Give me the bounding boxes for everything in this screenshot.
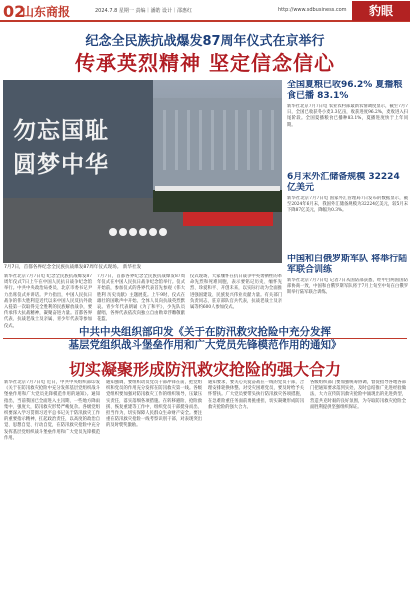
sidebar-item: [287, 254, 408, 334]
masthead: [0, 0, 410, 22]
paper-name: 山东商报: [22, 5, 71, 19]
lead-body-col1: 新华社北京7月7日电 纪念全民族抗战爆发87周年仪式7日上午在中国人民抗日战争纪念馆举行。中共中央政治局委员、北京市委书记尹力出席仪式并讲话。尹力指出，中国人民抗日战争的伟大胜利是近代以来中国人民反抗外敌入侵第一次取得完全胜利的民族解放战争，要传承伟大抗战精神，凝聚奋进力量。首都各界代表、抗战老战士及亲属、青少年代表等参加仪式。: [4, 274, 92, 329]
sidebar-item: [287, 80, 408, 172]
photo-caption: 7月7日，首都各界纪念全民族抗战爆发87周年仪式现场。 新华社发: [4, 265, 142, 270]
page-number: 02: [3, 2, 26, 21]
banner-line-1: 勿忘国耻: [13, 118, 109, 144]
issue-meta: 2024.7.8 星期一 责编｜潘皓 设计｜邵惠红: [95, 8, 193, 14]
second-kicker-line1: 中共中央组织部印发《关于在防汛救灾抢险中充分发挥: [79, 326, 331, 338]
second-kicker-line2: 基层党组织战斗堡垒作用和广大党员先锋模范作用的通知》: [68, 339, 342, 351]
sidebar-item-title: 中国和白俄罗斯军队 将举行陆军联合训练: [287, 254, 408, 275]
second-body-col4: 各级组织部门要加强统筹协调，督促指导各地各部门把通知要求落到实处，及时总结推广先进经验做法，大力宣传防汛救灾抢险中涌现出的先进典型，营造共克时艰的良好氛围，为夺取防汛救灾抢险全面胜利提供坚强组织保证。: [310, 380, 406, 410]
news-sidebar: [287, 80, 408, 334]
sidebar-item: [287, 172, 408, 254]
lead-body-col2: 7月7日，首都各界纪念全民族抗战爆发87周年仪式在中国人民抗日战争纪念馆举行。仪式开始前，参加仪式的各界代表首先参观《伟大胜利 历史贡献》主题展览。上午9时，仪式在雄壮的国歌声中开始。全体人员向抗战英烈默哀。青少年代表朗诵《为了和平》，少先队员献唱，各界代表依次向独立自由勋章浮雕敬献花篮。: [97, 274, 185, 323]
lead-body-col3: 仪式现场，大家缅怀在抗日战争中英勇牺牲的革命先烈和死难同胞，表示要铭记历史、缅怀先烈、珍爱和平、开创未来，以实际行动为全面推进强国建设、民族复兴伟业贡献力量。有关部门负责同志，驻京部队官兵代表，抗战老战士及亲属等约600人参加仪式。: [190, 274, 282, 311]
second-body-col2: 通知强调，要组织动员党员干部冲锋在前，把党组织和党员的作用充分发挥在防汛救灾第一线。各级党组织要加强对防汛救灾工作的组织领导，压紧压实责任，落实落细各项措施。在转移避险、抢险救援、恢复重建等工作中，组织党员干部挺身而出、担当作为，切实保障人民群众生命财产安全。要注重在防汛救灾抢险一线考察识别干部，对表现突出的及时褒奖激励。: [106, 380, 202, 429]
second-kicker: [0, 326, 410, 352]
sidebar-item-body: 新华社北京7月7日电 农业农村部最新农情调度显示，截至7月7日，全国已收获冬小麦3.3亿亩，收获进度96.2%，麦收进入扫尾阶段。全国夏播粮食已播种83.1%，夏播进度快于上年同期。: [287, 104, 408, 128]
lead-kicker: 纪念全民族抗战爆发87周年仪式在京举行: [85, 34, 325, 49]
lead-photo: [3, 80, 282, 263]
banner-line-2: 圆梦中华: [13, 152, 109, 178]
website-link[interactable]: http://www.sdbusiness.com: [278, 7, 347, 13]
second-body-col1: 新华社北京7月7日电 近日，中共中央组织部印发《关于在防汛救灾抢险中充分发挥基层党组织战斗堡垒作用和广大党员先锋模范作用的通知》。通知指出，当前我国已全面进入主汛期，一些地方降雨集中、强度大，防汛救灾形势严峻复杂。各级党组织要深入学习贯彻习近平总书记关于防汛救灾工作的重要指示精神，扛起政治责任，以高度的政治自觉、思想自觉、行动自觉，在防汛救灾抢险中充分发挥基层党组织战斗堡垒作用和广大党员先锋模范作用。: [4, 380, 100, 441]
sidebar-item-body: 新华社北京7月7日电 国家外汇管理局7日发布的数据显示，截至2024年6月末，我国外汇储备规模为32224亿美元，较5月末下降87亿美元，降幅为0.3%。: [287, 196, 408, 214]
sidebar-item-title: 6月末外汇储备规模 32224 亿美元: [287, 172, 400, 193]
section-tag: 豹眼: [352, 1, 410, 21]
sidebar-item-title: 全国夏粮已收96.2% 夏播粮食已播 83.1%: [287, 80, 403, 101]
sidebar-item-body: 新华社北京7月7日电 记者7日从国防部获悉，经中白两国国防部协商一致，中国和白俄罗斯军队将于7月上旬至中旬在白俄罗斯举行陆军联合训练。: [287, 278, 408, 296]
second-body-col3: 通知要求，要关心关爱奋战在一线的党员干部，合理安排轮换休整。对受灾困难党员，要及时给予关怀帮扶。广大党员要带头执行防汛救灾各项措施，在急难险重任务面前勇挑重担，切实凝聚形成防汛救灾抢险的强大合力。: [208, 380, 304, 410]
lead-headline: 传承英烈精神 坚定信念信心: [75, 51, 335, 75]
second-headline: 切实凝聚形成防汛救灾抢险的强大合力: [68, 360, 341, 379]
